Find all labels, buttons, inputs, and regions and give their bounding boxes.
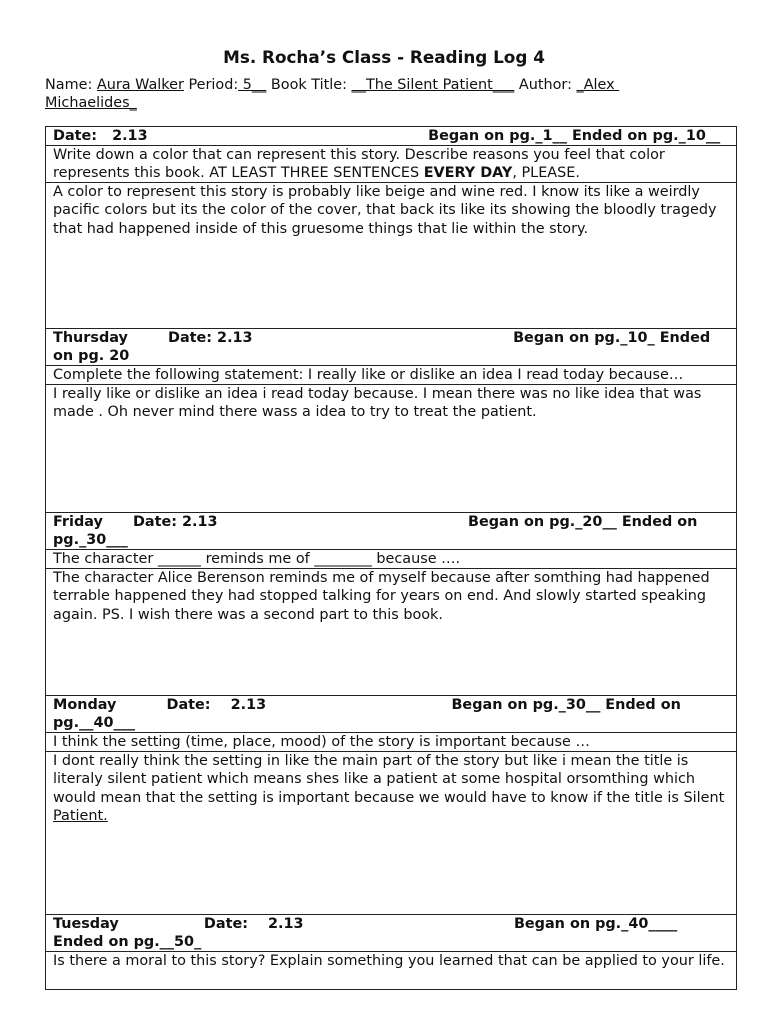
author-value-part1: _Alex [576, 77, 620, 93]
book-title-value: __The Silent Patient___ [351, 77, 515, 93]
student-name: Aura Walker [96, 77, 184, 93]
entry-1-prompt [46, 146, 736, 183]
author-label: Author: [514, 77, 577, 93]
entry-4-prompt: I think the setting (time, place, mood) of the story is important because … [46, 733, 736, 752]
entry-4-header [46, 696, 736, 733]
entry-4-response [46, 752, 736, 915]
book-title-label: Book Title: [266, 77, 352, 93]
entry-1-prompt-text: Write down a color that can represent this story. Describe reasons you feel that color represents this book. AT LEAST THREE SENTENCES [53, 147, 665, 182]
entry-1-prompt-end: , PLEASE. [512, 165, 580, 182]
entry-3-prompt: The character ______ reminds me of ________ because …. [46, 550, 736, 569]
entry-3-header [46, 513, 736, 550]
entry-2-prompt: Complete the following statement: I really like or dislike an idea I read today because… [46, 366, 736, 385]
entry-2-header [46, 329, 736, 366]
entry-1-response: A color to represent this story is probably like beige and wine red. I know its like a weirdly pacific colors but its the color of the cover, that back its like its showing the bloodly tragedy that had happened inside of this gruesome things that lie within the story. [46, 183, 736, 329]
entry-4-response-underlined: Patient. [53, 808, 108, 825]
entry-4-response-text: I dont really think the setting in like the main part of the story but like i mean the title is literaly silent patient which means shes like a patient at some hospital orsomthing which would mean that the setting is important because we would have to know if the title is Silent [53, 753, 725, 806]
entry-2-header-text: Thursday Date: 2.13 Began on pg._10_ Ended on pg. 20 [53, 330, 716, 365]
entry-5-header-text: Tuesday Date: 2.13 Began on pg._40____ Ended on pg.__50_ [53, 916, 683, 951]
entry-1-prompt-emphasis: EVERY DAY [423, 165, 513, 182]
entry-3-header-text: Friday Date: 2.13 Began on pg._20__ Ended on pg._30___ [53, 514, 703, 549]
period-value: 5__ [238, 77, 267, 93]
page-title: Ms. Rocha’s Class - Reading Log 4 [223, 47, 545, 67]
entry-5-header [46, 915, 736, 952]
student-info [45, 76, 725, 112]
entry-3-response: The character Alice Berenson reminds me of myself because after somthing had happened terrable happened they had stopped talking for years on end. And slowly started speaking again. PS. I wish there was a second part to this book. [46, 569, 736, 696]
author-value-part2: Michaelides_ [45, 95, 137, 111]
entry-4-header-text: Monday Date: 2.13 Began on pg._30__ Ended on pg.__40___ [53, 697, 686, 732]
period-label: Period: [183, 77, 239, 93]
entry-1-header-text: Date: 2.13 Began on pg._1__ Ended on pg._10__ [53, 128, 721, 144]
name-label: Name: [45, 77, 97, 93]
entry-5-prompt: Is there a moral to this story? Explain something you learned that can be applied to your life. [46, 952, 736, 990]
entry-2-response: I really like or dislike an idea i read today because. I mean there was no like idea that was made . Oh never mind there wass a idea to try to treat the patient. [46, 385, 736, 513]
entry-1-header [46, 127, 736, 146]
reading-log-table [45, 126, 737, 990]
